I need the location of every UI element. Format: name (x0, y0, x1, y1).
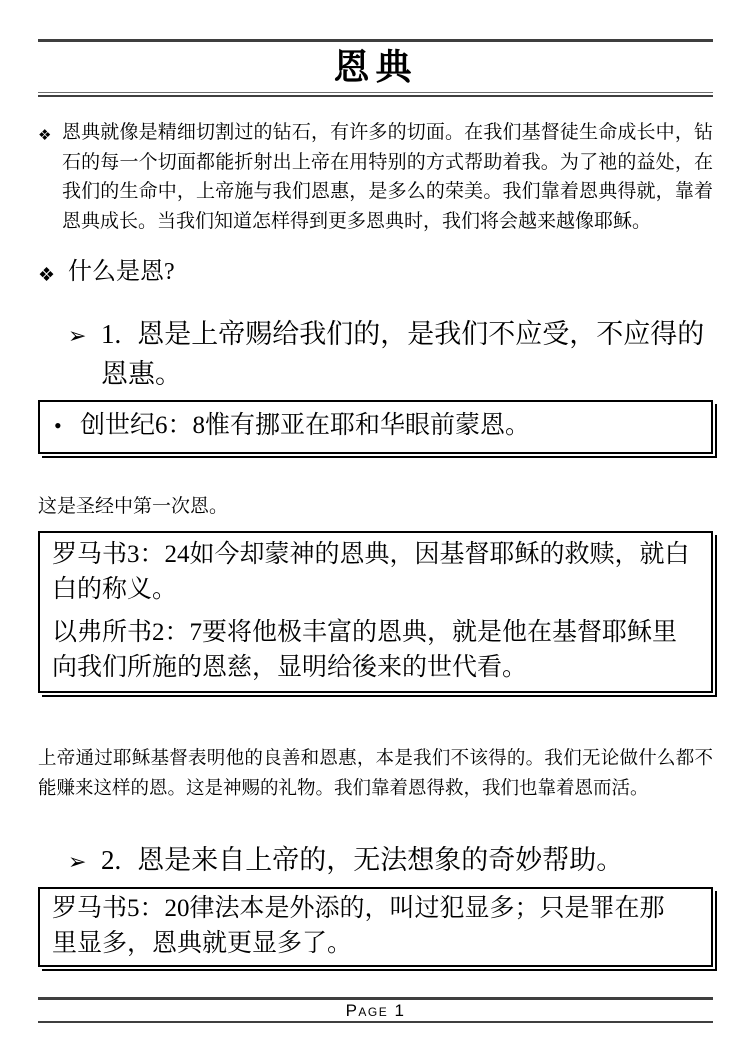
verse-romans-5-20: 罗马书5：20律法本是外添的，叫过犯显多；只是罪在那里显多，恩典就更显多了。 (52, 895, 665, 957)
title-underline (38, 92, 713, 97)
intro-text: 恩典就像是精细切割过的钻石，有许多的切面。在我们基督徒生命成长中，钻石的每一个切面都能折射出上帝在用特别的方式帮助着我。为了祂的益处，在我们的生命中，上帝施与我们恩惠，是多么的荣美。我们靠着恩典得就，靠着恩典成长。当我们知道怎样得到更多恩典时，我们将会越来越像耶稣。 (62, 121, 713, 232)
diamond-bullet-icon: ❖ (38, 126, 52, 144)
verse-box-1 (38, 400, 713, 454)
point-1-number: 1. (101, 319, 122, 349)
verse-box-3 (38, 887, 713, 967)
page-number: Page 1 (345, 1001, 406, 1020)
numbered-point-1 (38, 314, 713, 394)
verse-genesis-6-8: 创世纪6：8惟有挪亚在耶和华眼前蒙恩。 (80, 412, 531, 439)
title-block (38, 39, 713, 92)
note-text: 这是圣经中第一次恩。 (38, 495, 229, 517)
numbered-point-2 (38, 840, 713, 882)
section-heading (38, 256, 713, 292)
intro-paragraph (38, 118, 713, 236)
page-title: 恩典 (333, 47, 418, 87)
verse-romans-3-24: 罗马书3：24如今却蒙神的恩典，因基督耶稣的救赎，就白白的称义。 (52, 541, 690, 603)
point-1-body (101, 314, 713, 394)
point-2-number: 2. (101, 845, 122, 875)
point-2-text: 恩是来自上帝的，无法想象的奇妙帮助。 (137, 845, 624, 875)
arrowhead-bullet-icon: ➢ (68, 849, 87, 874)
point-2-body (101, 840, 713, 882)
diamond-bullet-icon: ❖ (38, 265, 56, 286)
verse-ephesians-2-7: 以弗所书2：7要将他极丰富的恩典，就是他在基督耶稣里向我们所施的恩慈，显明给後来的世代看。 (52, 619, 678, 681)
section-heading-text: 什么是恩? (68, 259, 175, 285)
point-1-text: 恩是上帝赐给我们的，是我们不应受，不应得的恩惠。 (101, 319, 705, 389)
dot-bullet-icon: • (54, 413, 62, 438)
page-footer (38, 997, 713, 1023)
arrowhead-bullet-icon: ➢ (68, 323, 87, 348)
verse-box-2 (38, 531, 713, 693)
commentary-text: 上帝通过耶稣基督表明他的良善和恩惠，本是我们不该得的。我们无论做什么都不能赚来这样的恩。这是神赐的礼物。我们靠着恩得救，我们也靠着恩而活。 (38, 748, 713, 799)
